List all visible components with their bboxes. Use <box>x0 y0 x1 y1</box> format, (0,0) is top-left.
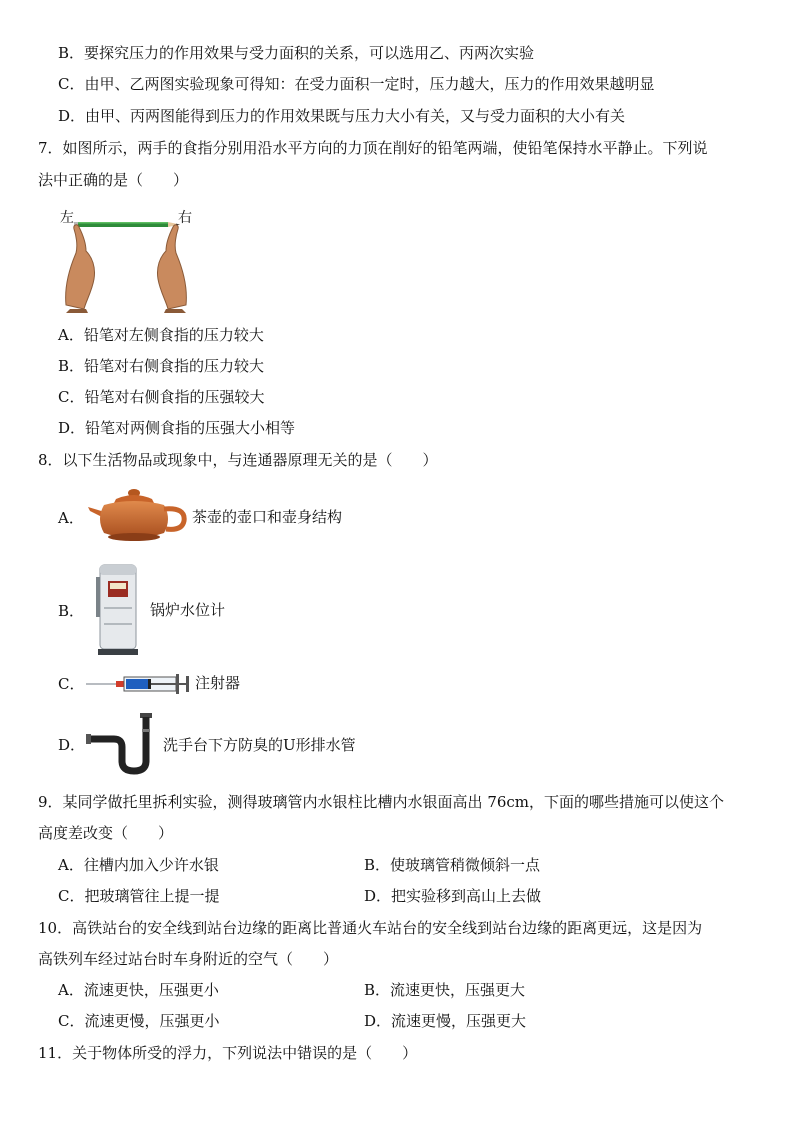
q8-stem: 8．以下生活物品或现象中，与连通器原理无关的是（ ） <box>38 451 438 469</box>
q7-option-b: B．铅笔对右侧食指的压力较大 <box>58 357 265 375</box>
q10-option-a: A．流速更快，压强更小 <box>58 981 219 999</box>
q9-option-a: A．往槽内加入少许水银 <box>58 856 219 874</box>
q7-label-right: 右 <box>178 210 192 226</box>
q7-option-c: C．铅笔对右侧食指的压强较大 <box>58 388 265 406</box>
q9-option-d: D．把实验移到高山上去做 <box>364 887 542 905</box>
boiler-icon <box>96 563 142 657</box>
q10-option-b: B．流速更快，压强更大 <box>364 981 526 999</box>
q7-stem-line1: 7．如图所示，两手的食指分别用沿水平方向的力顶在削好的铅笔两端，使铅笔保持水平静止。下列说 <box>38 139 708 157</box>
q6-option-b: B．要探究压力的作用效果与受力面积的关系，可以选用乙、丙两次实验 <box>58 44 535 62</box>
boiler-image <box>96 563 142 657</box>
teapot-icon <box>86 485 190 547</box>
teapot-image <box>86 485 190 547</box>
q10-stem-line2: 高铁列车经过站台时车身附近的空气（ ） <box>38 950 339 968</box>
q7-option-a: A．铅笔对左侧食指的压力较大 <box>58 326 264 344</box>
q8-option-c-letter: C． <box>58 675 85 693</box>
q7-stem-line2: 法中正确的是（ ） <box>38 171 189 189</box>
q7-label-left: 左 <box>60 210 74 226</box>
q9-stem-line1: 9．某同学做托里拆利实验，测得玻璃管内水银柱比槽内水银面高出 76cm，下面的哪些措施可以使这个 <box>38 793 725 811</box>
q10-stem-line1: 10．高铁站台的安全线到站台边缘的距离比普通火车站台的安全线到站台边缘的距离更远，这是因为 <box>38 919 703 937</box>
q6-option-d: D．由甲、丙两图能得到压力的作用效果既与压力大小有关，又与受力面积的大小有关 <box>58 107 626 125</box>
q9-option-b: B．使玻璃管稍微倾斜一点 <box>364 856 541 874</box>
u-trap-image <box>86 711 158 775</box>
syringe-image <box>86 671 194 697</box>
syringe-icon <box>86 671 194 697</box>
q8-option-c-caption: 注射器 <box>195 674 241 692</box>
q8-option-d-letter: D． <box>58 736 86 754</box>
q8-option-a-letter: A． <box>58 509 84 527</box>
q10-option-c: C．流速更慢，压强更小 <box>58 1012 220 1030</box>
q8-option-b-caption: 锅炉水位计 <box>150 601 226 619</box>
q6-option-c: C．由甲、乙两图实验现象可得知：在受力面积一定时，压力越大，压力的作用效果越明显 <box>58 75 655 93</box>
u-trap-icon <box>86 711 158 775</box>
q8-option-b-letter: B． <box>58 602 85 620</box>
q9-stem-line2: 高度差改变（ ） <box>38 824 174 842</box>
q7-option-d: D．铅笔对两侧食指的压强大小相等 <box>58 419 296 437</box>
q8-option-d-caption: 洗手台下方防臭的U形排水管 <box>163 736 356 754</box>
q9-option-c: C．把玻璃管往上提一提 <box>58 887 220 905</box>
q7-pencil-figure <box>56 205 196 313</box>
q10-option-d: D．流速更慢，压强更大 <box>364 1012 527 1030</box>
pencil-hands-illustration <box>56 205 196 313</box>
q11-stem: 11．关于物体所受的浮力，下列说法中错误的是（ ） <box>38 1044 418 1062</box>
q8-option-a-caption: 茶壶的壶口和壶身结构 <box>192 508 343 526</box>
